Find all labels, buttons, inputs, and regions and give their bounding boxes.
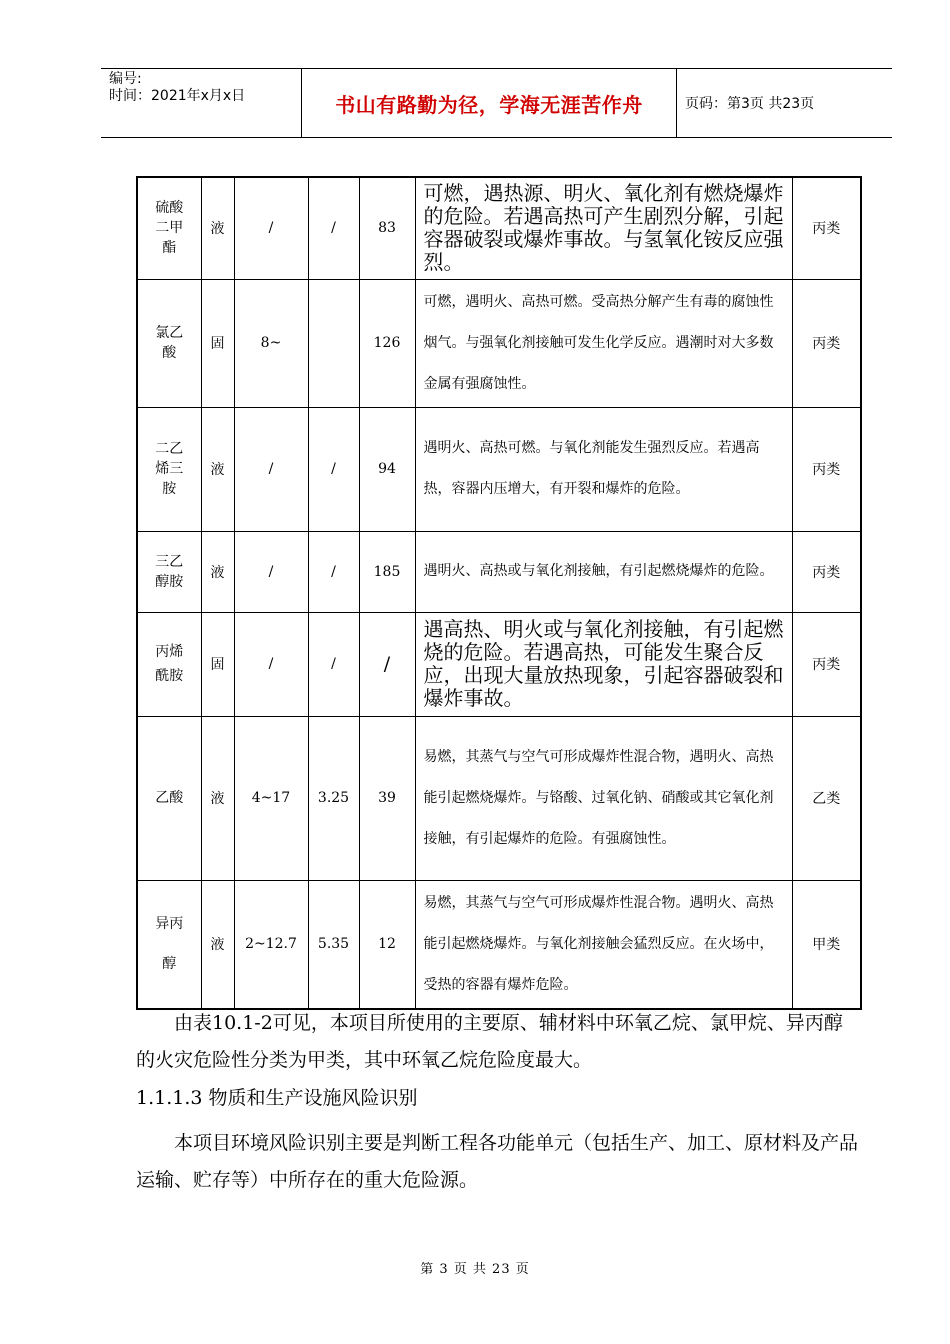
material-name: 丙烯酰胺	[137, 612, 201, 716]
material-name: 氯乙酸	[137, 279, 201, 407]
material-state: 液	[201, 407, 234, 531]
flash-point: 39	[359, 716, 415, 880]
hazard-description: 遇高热、明火或与氧化剂接触，有引起燃烧的危险。若遇高热，可能发生聚合反应，出现大量放热现象，引起容器破裂和爆炸事故。	[415, 612, 792, 716]
material-name: 异丙醇	[137, 880, 201, 1009]
vapor-density: /	[308, 531, 359, 612]
flash-point: 83	[359, 177, 415, 279]
explosion-limit: /	[234, 612, 308, 716]
explosion-limit: /	[234, 407, 308, 531]
vapor-density: /	[308, 177, 359, 279]
table-row	[137, 716, 861, 880]
table-row	[137, 279, 861, 407]
table-row	[137, 880, 861, 1009]
flash-point: 94	[359, 407, 415, 531]
hazard-description: 遇明火、高热或与氧化剂接触，有引起燃烧爆炸的危险。	[415, 531, 792, 612]
material-name: 乙酸	[137, 716, 201, 880]
hazard-description: 易燃，其蒸气与空气可形成爆炸性混合物，遇明火、高热能引起燃烧爆炸。与铬酸、过氧化钠、硝酸或其它氧化剂接触，有引起爆炸的危险。有强腐蚀性。	[415, 716, 792, 880]
table-row	[137, 531, 861, 612]
material-state: 液	[201, 880, 234, 1009]
vapor-density	[308, 279, 359, 407]
vapor-density: 3.25	[308, 716, 359, 880]
table-row	[137, 407, 861, 531]
header-meta	[101, 69, 302, 137]
vapor-density: /	[308, 407, 359, 531]
material-state: 固	[201, 279, 234, 407]
explosion-limit: /	[234, 531, 308, 612]
material-state: 固	[201, 612, 234, 716]
header-motto: 书山有路勤为径，学海无涯苦作舟	[302, 69, 677, 137]
fire-class: 丙类	[792, 407, 861, 531]
section-heading: 1.1.1.3 物质和生产设施风险识别	[136, 1087, 418, 1109]
paragraph-conclusion: 由表10.1-2可见，本项目所使用的主要原、辅材料中环氧乙烷、氯甲烷、异丙醇的火灾危险性分类为甲类，其中环氧乙烷危险度最大。	[136, 1012, 843, 1071]
flash-point: /	[359, 612, 415, 716]
hazard-description: 可燃，遇明火、高热可燃。受高热分解产生有毒的腐蚀性烟气。与强氧化剂接触可发生化学反应。遇潮时对大多数金属有强腐蚀性。	[415, 279, 792, 407]
fire-class: 丙类	[792, 531, 861, 612]
explosion-limit: 4~17	[234, 716, 308, 880]
explosion-limit: 8~	[234, 279, 308, 407]
material-name: 三乙醇胺	[137, 531, 201, 612]
table-row	[137, 612, 861, 716]
page-header	[101, 68, 892, 138]
explosion-limit: /	[234, 177, 308, 279]
time-label: 时间：2021年x月x日	[109, 88, 246, 104]
fire-class: 乙类	[792, 716, 861, 880]
explosion-limit: 2~12.7	[234, 880, 308, 1009]
material-name: 硫酸二甲酯	[137, 177, 201, 279]
material-name: 二乙烯三胺	[137, 407, 201, 531]
number-label: 编号:	[109, 71, 142, 87]
hazard-description: 可燃，遇热源、明火、氧化剂有燃烧爆炸的危险。若遇高热可产生剧烈分解，引起容器破裂或爆炸事故。与氢氧化铵反应强烈。	[415, 177, 792, 279]
header-page-info: 页码：第3页 共23页	[685, 96, 815, 112]
flash-point: 126	[359, 279, 415, 407]
material-state: 液	[201, 716, 234, 880]
hazard-description: 遇明火、高热可燃。与氧化剂能发生强烈反应。若遇高热，容器内压增大，有开裂和爆炸的危险。	[415, 407, 792, 531]
table-row	[137, 177, 861, 279]
vapor-density: 5.35	[308, 880, 359, 1009]
fire-class: 丙类	[792, 279, 861, 407]
fire-class: 丙类	[792, 612, 861, 716]
hazard-description: 易燃，其蒸气与空气可形成爆炸性混合物。遇明火、高热能引起燃烧爆炸。与氧化剂接触会猛烈反应。在火场中，受热的容器有爆炸危险。	[415, 880, 792, 1009]
paragraph-risk-identification: 本项目环境风险识别主要是判断工程各功能单元（包括生产、加工、原材料及产品运输、贮存等）中所存在的重大危险源。	[136, 1132, 859, 1191]
vapor-density: /	[308, 612, 359, 716]
material-state: 液	[201, 531, 234, 612]
fire-class: 甲类	[792, 880, 861, 1009]
flash-point: 185	[359, 531, 415, 612]
material-state: 液	[201, 177, 234, 279]
fire-class: 丙类	[792, 177, 861, 279]
page-footer: 第 3 页 共 23 页	[420, 1262, 530, 1277]
flash-point: 12	[359, 880, 415, 1009]
materials-table	[136, 176, 862, 1010]
